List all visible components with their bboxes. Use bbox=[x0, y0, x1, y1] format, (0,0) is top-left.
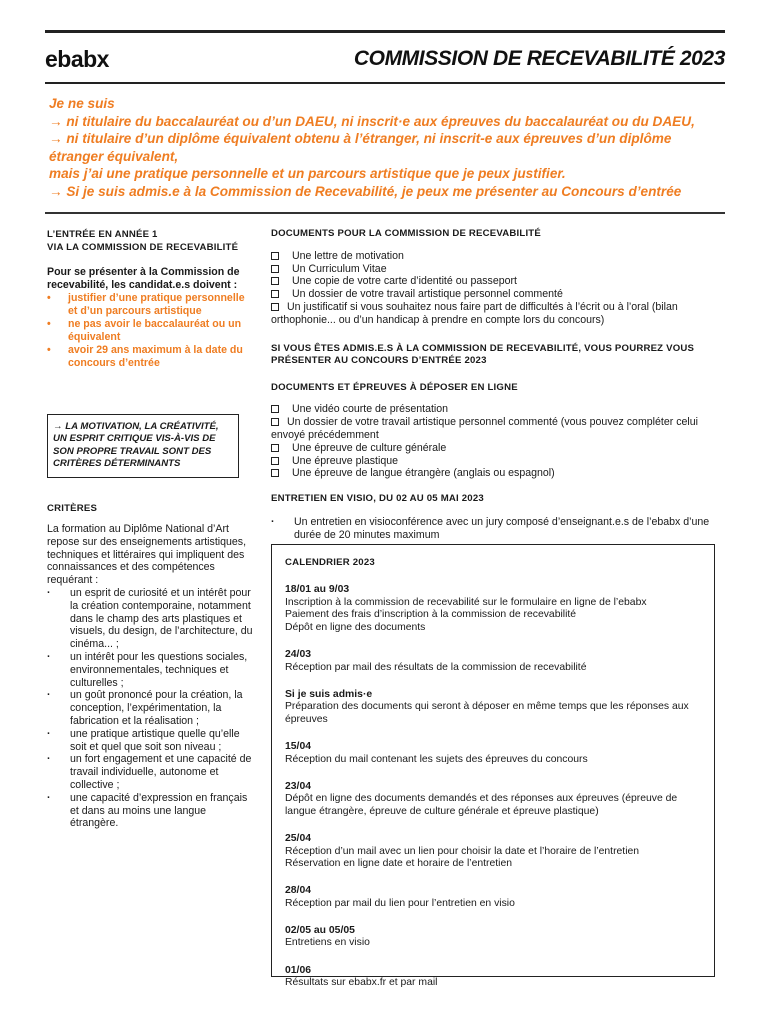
intro-line: → ni titulaire d’un diplôme équivalent obtenu à l’étranger, ni inscrit-e aux épreuves d’un diplôme étranger équivalent, bbox=[49, 131, 672, 164]
online-list bbox=[271, 403, 719, 480]
docs-item-text: Un dossier de votre travail artistique personnel commenté bbox=[292, 288, 563, 301]
docs-item-text: Un justificatif si vous souhaitez nous faire part de difficultés à l’écrit ou à l’oral (bilan orthophonie... ou d’un handicap à prendre en compte lors du concours) bbox=[271, 300, 678, 326]
docs-title: DOCUMENTS POUR LA COMMISSION DE RECEVABILITÉ bbox=[271, 228, 541, 239]
online-item-text: Une vidéo courte de présentation bbox=[292, 403, 449, 416]
interview-list bbox=[271, 516, 719, 542]
calendar-entry bbox=[285, 584, 701, 634]
motivation-box: → LA MOTIVATION, LA CRÉATIVITÉ, UN ESPRIT CRITIQUE VIS-À-VIS DE SON PROPRE TRAVAIL SONT DES CRITÈRES DÉTERMINANTS bbox=[47, 414, 239, 478]
online-item-text: Un dossier de votre travail artistique personnel commenté (vous pouvez compléter celui envoyé précédemment bbox=[271, 416, 698, 441]
checkbox-icon bbox=[271, 290, 279, 298]
intro-line: mais j’ai une pratique personnelle et un parcours artistique que je peux justifier. bbox=[49, 166, 566, 182]
title-rule bbox=[45, 82, 725, 84]
online-title: DOCUMENTS ET ÉPREUVES À DÉPOSER EN LIGNE bbox=[271, 381, 518, 393]
intro-line: Je ne suis bbox=[49, 96, 115, 111]
online-item bbox=[271, 442, 719, 455]
calendar-entry bbox=[285, 649, 701, 674]
calendar-line: Résultats sur ebabx.fr et par mail bbox=[285, 977, 438, 989]
calendar-entry bbox=[285, 689, 701, 727]
online-section bbox=[271, 382, 719, 481]
criteria-block bbox=[47, 523, 255, 830]
intro-line: → Si je suis admis.e à la Commission de Recevabilité, je peux me présenter au Concours d’entrée bbox=[49, 183, 682, 199]
criteria-item: · un goût prononcé pour la création, la conception, l’expérimentation, la fabrication et la réalisation ; bbox=[47, 689, 255, 727]
calendar-entry bbox=[285, 925, 701, 950]
calendar-date: 02/05 au 05/05 bbox=[285, 924, 355, 936]
criteria-item: · un esprit de curiosité et un intérêt pour la création contemporaine, notamment dans le champ des arts plastiques et visuels, du design, de l’architecture, du cinéma... ; bbox=[47, 587, 255, 651]
calendar-line: Dépôt en ligne des documents demandés et des réponses aux épreuves (épreuve de langue étrangère, épreuve de culture générale et épreuve plastique) bbox=[285, 793, 678, 817]
calendar-date: 18/01 au 9/03 bbox=[285, 584, 350, 596]
calendar-line: Inscription à la commission de recevabilité sur le formulaire en ligne de l’ebabx bbox=[285, 596, 647, 608]
docs-section bbox=[271, 228, 719, 327]
checkbox-icon bbox=[271, 444, 279, 452]
conditions-list bbox=[47, 292, 252, 370]
calendar-entry bbox=[285, 885, 701, 910]
condition-item: • ne pas avoir le baccalauréat ou un équivalent bbox=[47, 318, 252, 344]
calendar-date: 28/04 bbox=[285, 885, 312, 897]
docs-item bbox=[271, 263, 719, 276]
entry-title bbox=[47, 228, 252, 254]
docs-item bbox=[271, 301, 719, 327]
criteria-list bbox=[47, 587, 255, 830]
checkbox-icon bbox=[271, 277, 279, 285]
checkbox-icon bbox=[271, 303, 279, 311]
docs-item bbox=[271, 288, 719, 301]
docs-item-text: Une lettre de motivation bbox=[292, 249, 404, 262]
entry-title-line: L’ENTRÉE EN ANNÉE 1 bbox=[47, 229, 158, 240]
calendar-date: 23/04 bbox=[285, 780, 312, 792]
calendar-entry bbox=[285, 741, 701, 766]
checkbox-icon bbox=[271, 457, 279, 465]
online-item bbox=[271, 403, 719, 416]
intro-line: → ni titulaire du baccalauréat ou d’un DAEU, ni inscrit·e aux épreuves du baccalauréat ou du DAEU, bbox=[49, 113, 695, 129]
ebabx-logo: ebabx bbox=[45, 46, 109, 72]
online-item-text: Une épreuve plastique bbox=[292, 454, 399, 467]
calendar-date: Si je suis admis·e bbox=[285, 688, 373, 700]
page-title: COMMISSION DE RECEVABILITÉ 2023 bbox=[353, 47, 725, 70]
calendar-date: 25/04 bbox=[285, 832, 312, 844]
intro-block bbox=[49, 95, 729, 201]
calendar-date: 15/04 bbox=[285, 740, 312, 752]
calendar-line: Préparation des documents qui seront à déposer en même temps que les réponses aux épreuves bbox=[285, 701, 689, 725]
checkbox-icon bbox=[271, 405, 279, 413]
top-rule bbox=[45, 30, 725, 33]
criteria-item: · une pratique artistique quelle qu’elle soit et quel que soit son niveau ; bbox=[47, 728, 255, 754]
conditions-intro: Pour se présenter à la Commission de recevabilité, les candidat.e.s doivent : bbox=[47, 266, 240, 291]
calendar-box bbox=[271, 544, 715, 989]
calendar-line: Réception d’un mail avec un lien pour choisir la date et l’horaire de l’entretien bbox=[285, 845, 640, 857]
checkbox-icon bbox=[271, 252, 279, 260]
right-column bbox=[271, 228, 719, 552]
interview-section bbox=[271, 493, 719, 541]
checkbox-icon bbox=[271, 469, 279, 477]
online-item bbox=[271, 467, 719, 480]
online-item-text: Une épreuve de culture générale bbox=[292, 441, 447, 454]
condition-item: • justifier d’une pratique personnelle et d’un parcours artistique bbox=[47, 292, 252, 318]
calendar-line: Entretiens en visio bbox=[285, 937, 370, 949]
online-item bbox=[271, 455, 719, 468]
calendar-title: CALENDRIER 2023 bbox=[285, 557, 375, 568]
admis-notice: SI VOUS ÊTES ADMIS.E.S À LA COMMISSION DE RECEVABILITÉ, VOUS POURREZ VOUS PRÉSENTER AU CONCOURS D’ENTRÉE 2023 bbox=[271, 342, 695, 367]
criteria-title: CRITÈRES bbox=[47, 503, 98, 514]
interview-title: ENTRETIEN EN VISIO, DU 02 AU 05 MAI 2023 bbox=[271, 493, 484, 505]
criteria-intro: La formation au Diplôme National d’Art repose sur des enseignements artistiques, techniques et littéraires qui impliquent des connaissances et des compétences requérant : bbox=[47, 523, 247, 587]
calendar-line: Réception par mail du lien pour l’entretien en visio bbox=[285, 897, 515, 909]
online-item bbox=[271, 416, 719, 442]
entry-title-line: VIA LA COMMISSION DE RECEVABILITÉ bbox=[47, 242, 239, 253]
checkbox-icon bbox=[271, 265, 279, 273]
calendar-line: Paiement des frais d’inscription à la commission de recevabilité bbox=[285, 609, 577, 621]
calendar-entry bbox=[285, 965, 701, 990]
calendar-entry bbox=[285, 781, 701, 819]
calendar-entries bbox=[285, 584, 701, 990]
docs-list bbox=[271, 250, 719, 327]
calendar-date: 01/06 bbox=[285, 964, 312, 976]
calendar-line: Réception par mail des résultats de la commission de recevabilité bbox=[285, 661, 587, 673]
docs-item bbox=[271, 250, 719, 263]
calendar-line: Réservation en ligne date et horaire de l’entretien bbox=[285, 858, 513, 870]
calendar-line: Réception du mail contenant les sujets des épreuves du concours bbox=[285, 753, 588, 765]
condition-item: • avoir 29 ans maximum à la date du concours d’entrée bbox=[47, 344, 252, 370]
calendar-date: 24/03 bbox=[285, 648, 312, 660]
calendar-line: Dépôt en ligne des documents bbox=[285, 621, 426, 633]
left-column bbox=[47, 228, 252, 370]
criteria-item: · une capacité d’expression en français et dans au moins une langue étrangère. bbox=[47, 792, 255, 830]
checkbox-icon bbox=[271, 418, 279, 426]
intro-rule bbox=[45, 212, 725, 214]
interview-item: · Un entretien en visioconférence avec un jury composé d’enseignant.e.s de l’ebabx d’une durée de 20 minutes maximum bbox=[271, 516, 719, 542]
docs-item bbox=[271, 275, 719, 288]
calendar-entry bbox=[285, 833, 701, 871]
criteria-item: · un intérêt pour les questions sociales, environnementales, techniques et culturelles ; bbox=[47, 651, 255, 689]
criteria-item: · un fort engagement et une capacité de travail individuelle, autonome et collective ; bbox=[47, 753, 255, 791]
online-item-text: Une épreuve de langue étrangère (anglais ou espagnol) bbox=[292, 467, 555, 480]
docs-item-text: Une copie de votre carte d’identité ou passeport bbox=[292, 275, 517, 288]
docs-item-text: Un Curriculum Vitae bbox=[292, 262, 387, 275]
